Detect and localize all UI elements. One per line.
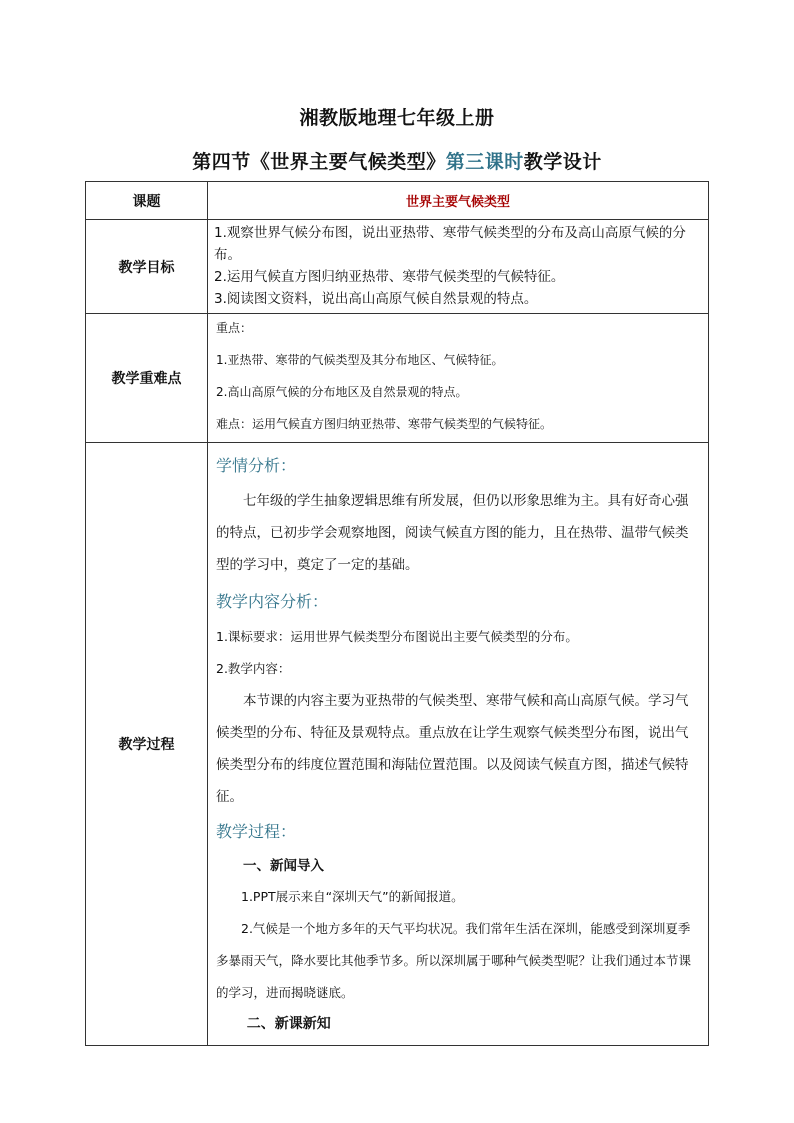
topic-value: 世界主要气候类型 xyxy=(208,182,709,220)
learner-analysis-heading: 学情分析： xyxy=(216,456,297,475)
goals-content xyxy=(208,220,709,314)
step1-paragraph: 2.气候是一个地方多年的天气平均状况。我们常年生活在深圳，能感受到深圳夏季多暴雨天气，降水要比其他季节多。所以深圳属于哪种气候类型呢？让我们通过本节课的学习，进而揭晓谜底。 xyxy=(216,921,692,1000)
step1-heading: 一、新闻导入 xyxy=(243,858,324,874)
goal-item: 1.观察世界气候分布图，说出亚热带、寒带气候类型的分布及高山高原气候的分布。 xyxy=(214,225,686,263)
keypoints-label: 教学重难点 xyxy=(86,314,208,443)
keypoints-content xyxy=(208,314,709,443)
process-heading: 教学过程： xyxy=(216,822,297,841)
subtitle-part2: 第三课时 xyxy=(445,151,524,173)
document-subtitle xyxy=(0,147,794,174)
content-item: 2.教学内容： xyxy=(216,661,291,676)
keypoint-item: 2.高山高原气候的分布地区及自然景观的特点。 xyxy=(216,385,468,399)
goals-label: 教学目标 xyxy=(86,220,208,314)
step2-heading: 二、新课新知 xyxy=(246,1016,331,1032)
subtitle-part1: 第四节《世界主要气候类型》 xyxy=(192,151,446,173)
keypoint-item: 难点：运用气候直方图归纳亚热带、寒带气候类型的气候特征。 xyxy=(216,417,553,431)
goal-item: 2.运用气候直方图归纳亚热带、寒带气候类型的气候特征。 xyxy=(214,269,565,285)
topic-row xyxy=(86,182,709,220)
lesson-plan-table xyxy=(85,181,709,1046)
goal-item: 3.阅读图文资料，说出高山高原气候自然景观的特点。 xyxy=(214,291,538,307)
subtitle-part3: 教学设计 xyxy=(523,151,602,173)
keypoints-row xyxy=(86,314,709,443)
process-content xyxy=(208,443,709,1046)
content-analysis-heading: 教学内容分析： xyxy=(216,592,329,611)
topic-label: 课题 xyxy=(86,182,208,220)
process-label: 教学过程 xyxy=(86,443,208,1046)
process-row xyxy=(86,443,709,1046)
keypoint-item: 重点： xyxy=(216,321,253,335)
keypoint-item: 1.亚热带、寒带的气候类型及其分布地区、气候特征。 xyxy=(216,353,504,367)
goals-row xyxy=(86,220,709,314)
content-item: 1.课标要求：运用世界气候类型分布图说出主要气候类型的分布。 xyxy=(216,629,578,644)
learner-analysis-text: 七年级的学生抽象逻辑思维有所发展，但仍以形象思维为主。具有好奇心强的特点，已初步学会观察地图，阅读气候直方图的能力，且在热带、温带气候类型的学习中，奠定了一定的基础。 xyxy=(216,493,689,573)
step1-paragraph: 1.PPT展示来自“深圳天气”的新闻报道。 xyxy=(241,889,464,904)
document-title: 湘教版地理七年级上册 xyxy=(299,107,495,129)
content-text: 本节课的内容主要为亚热带的气候类型、寒带气候和高山高原气候。学习气候类型的分布、特征及景观特点。重点放在让学生观察气候类型分布图，说出气候类型分布的纬度位置范围和海陆位置范围。以及阅读气候直方图，描述气候特征。 xyxy=(216,693,689,805)
